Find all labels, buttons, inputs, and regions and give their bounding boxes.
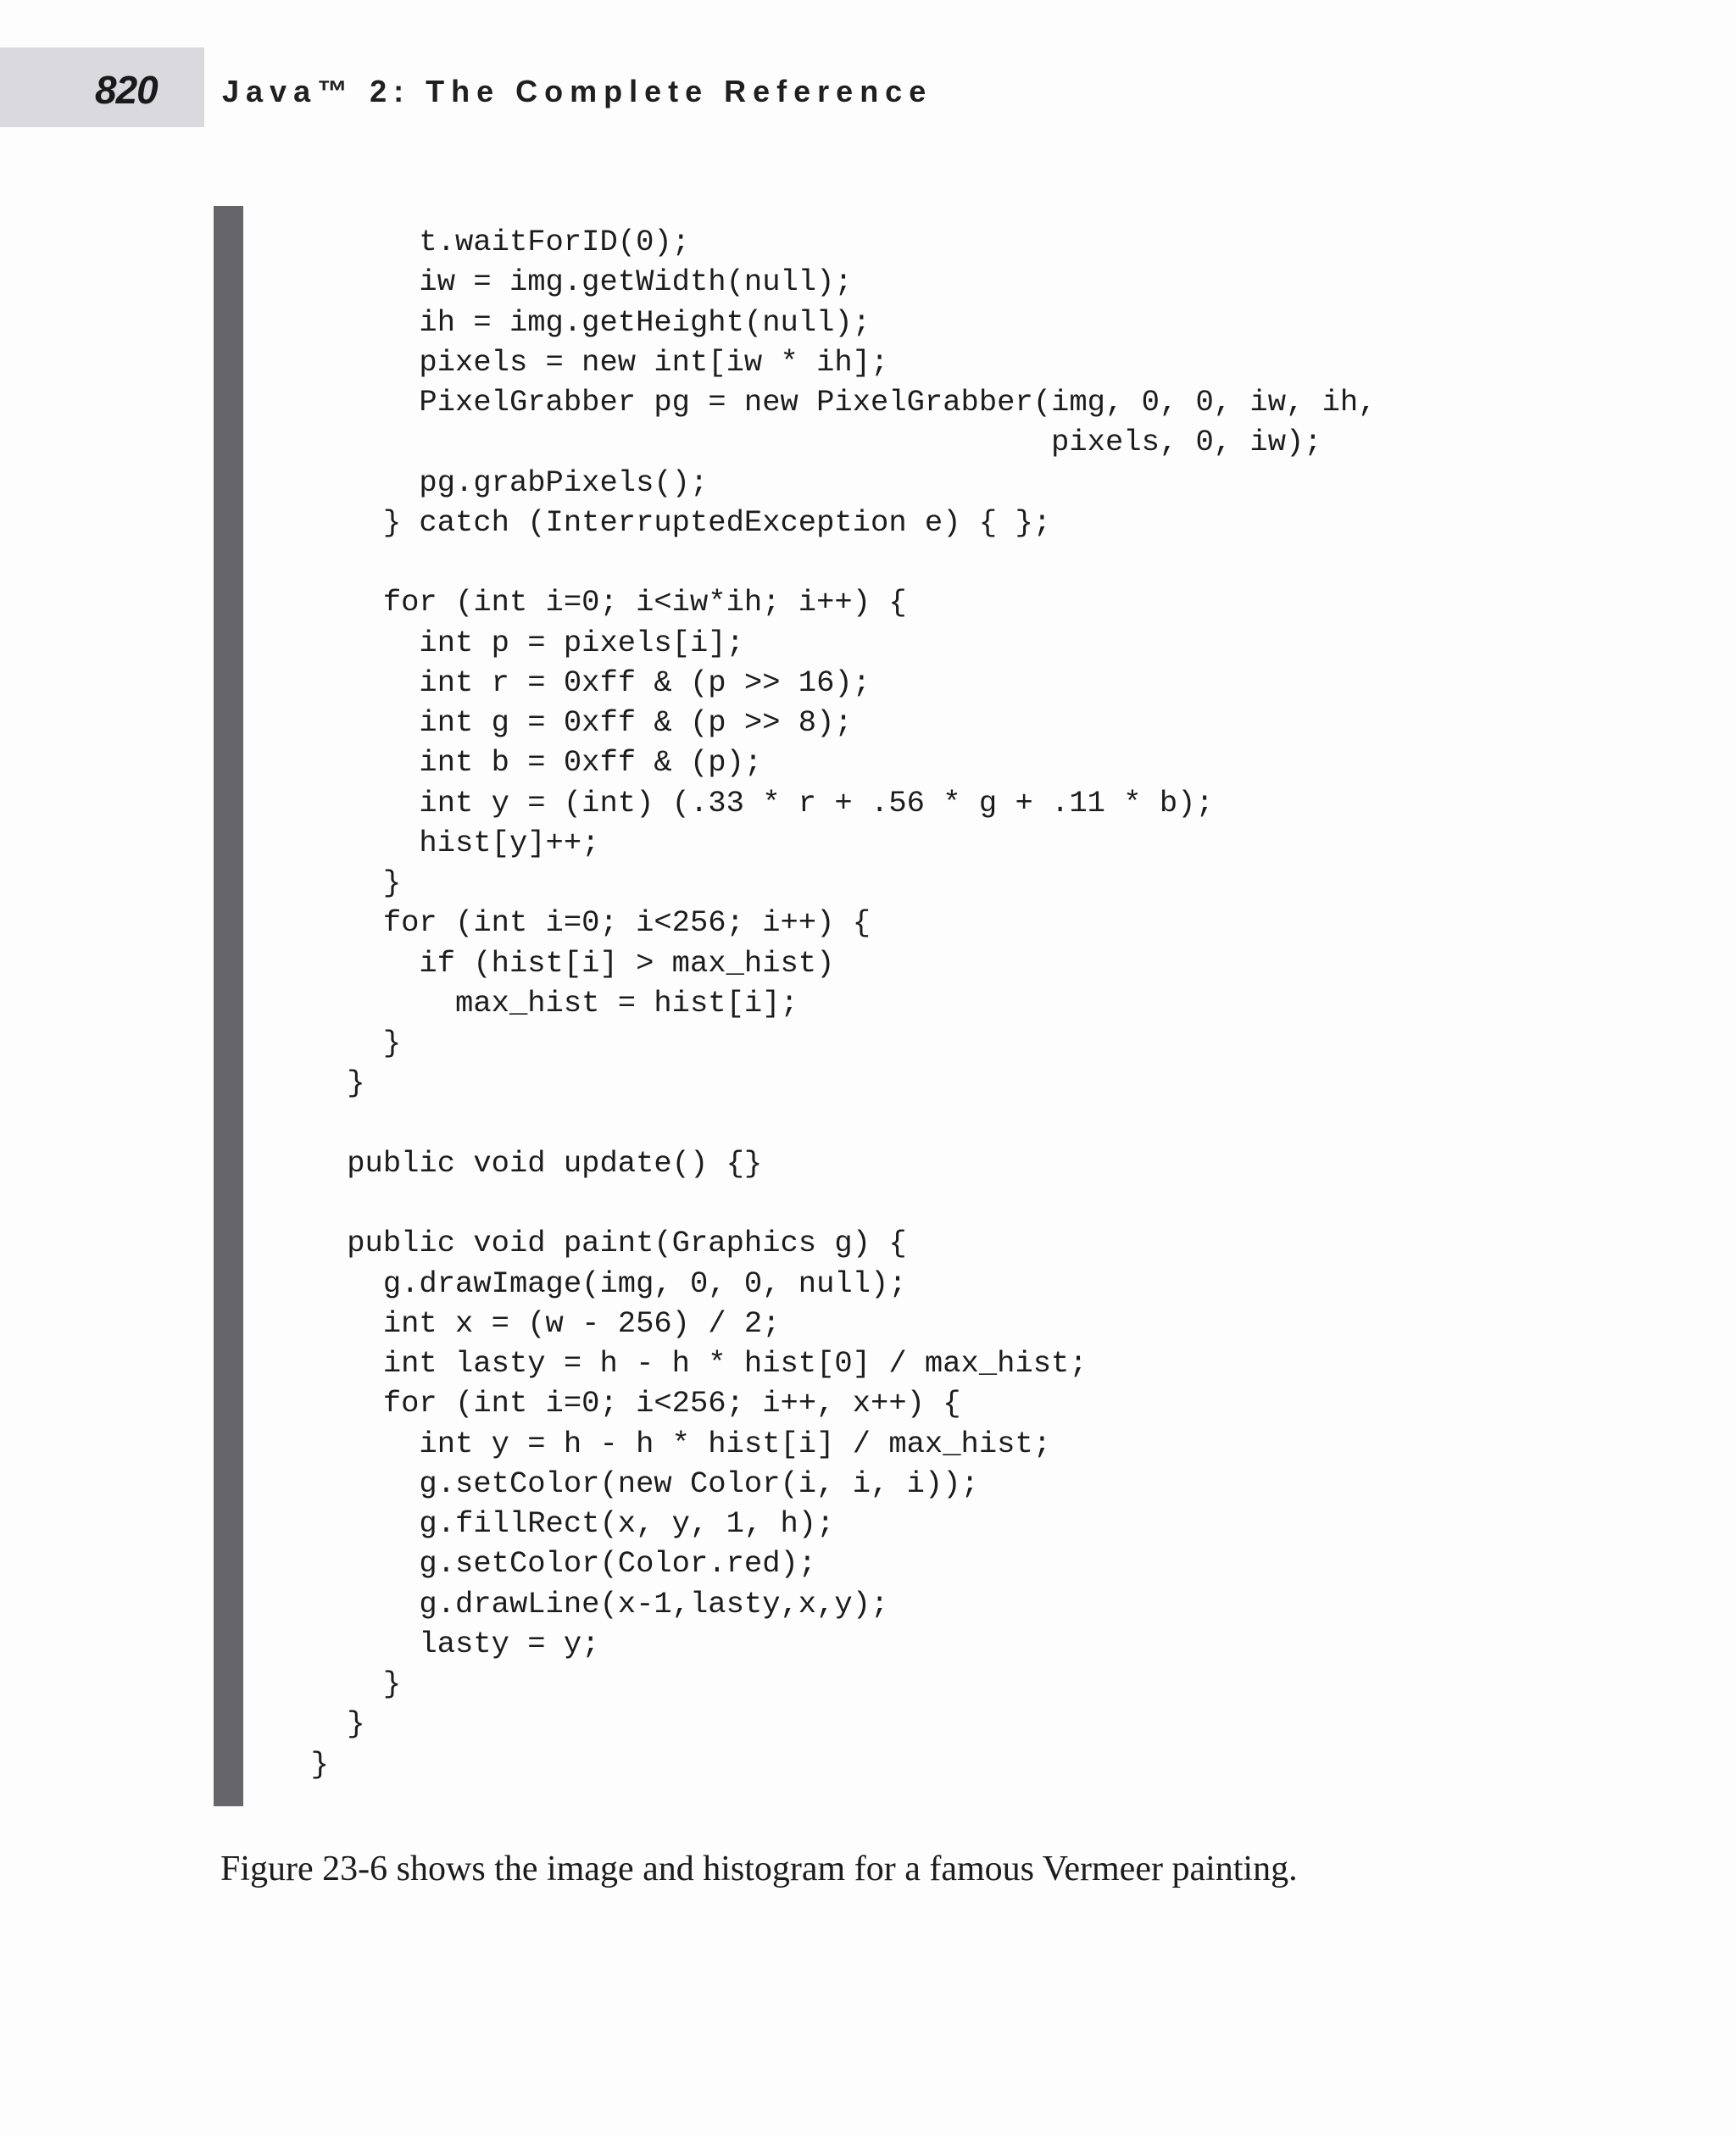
code-line: g.drawLine(x-1,lasty,x,y);: [275, 1586, 889, 1621]
code-line: iw = img.getWidth(null);: [275, 264, 853, 300]
code-line: }: [275, 1065, 365, 1101]
code-line: }: [275, 865, 402, 900]
code-line: int r = 0xff & (p >> 16);: [275, 665, 871, 700]
code-line: for (int i=0; i<256; i++) {: [275, 905, 871, 941]
code-line: g.setColor(new Color(i, i, i));: [275, 1466, 979, 1501]
code-line: max_hist = hist[i];: [275, 985, 798, 1021]
code-line: int p = pixels[i];: [275, 625, 744, 660]
code-line: g.drawImage(img, 0, 0, null);: [275, 1265, 907, 1301]
code-line: int y = (int) (.33 * r + .56 * g + .11 * b);: [275, 785, 1214, 820]
code-line: hist[y]++;: [275, 825, 600, 860]
code-line: int b = 0xff & (p);: [275, 745, 763, 781]
code-line: ih = img.getHeight(null);: [275, 304, 871, 340]
code-line: g.fillRect(x, y, 1, h);: [275, 1506, 835, 1541]
code-listing: [275, 222, 1377, 1784]
code-line: lasty = y;: [275, 1626, 600, 1661]
code-line: int g = 0xff & (p >> 8);: [275, 705, 853, 740]
code-line: }: [275, 1706, 365, 1742]
code-line: } catch (InterruptedException e) { };: [275, 504, 1052, 540]
code-line: }: [275, 1026, 402, 1060]
code-line: if (hist[i] > max_hist): [275, 945, 835, 981]
code-line: public void update() {}: [275, 1145, 763, 1181]
code-listing-bar: [214, 206, 243, 1806]
code-line: int y = h - h * hist[i] / max_hist;: [275, 1426, 1052, 1461]
code-line: for (int i=0; i<256; i++, x++) {: [275, 1386, 961, 1421]
code-line: pg.grabPixels();: [275, 464, 709, 500]
code-line: g.setColor(Color.red);: [275, 1546, 817, 1582]
code-line: t.waitForID(0);: [275, 225, 690, 259]
page-number: 820: [95, 68, 158, 112]
code-line: public void paint(Graphics g) {: [275, 1226, 907, 1261]
code-line: pixels = new int[iw * ih];: [275, 344, 889, 380]
code-line: }: [275, 1666, 402, 1701]
code-line: PixelGrabber pg = new PixelGrabber(img, 0, 0, iw, ih,: [275, 385, 1377, 420]
running-head: Java™ 2: The Complete Reference: [222, 74, 933, 108]
body-paragraph: Figure 23-6 shows the image and histogram for a famous Vermeer painting.: [220, 1850, 1298, 1888]
code-line: for (int i=0; i<iw*ih; i++) {: [275, 585, 907, 620]
code-line: int x = (w - 256) / 2;: [275, 1305, 781, 1341]
code-line: }: [275, 1746, 329, 1782]
code-line: pixels, 0, iw);: [275, 425, 1322, 460]
code-line: int lasty = h - h * hist[0] / max_hist;: [275, 1346, 1088, 1381]
